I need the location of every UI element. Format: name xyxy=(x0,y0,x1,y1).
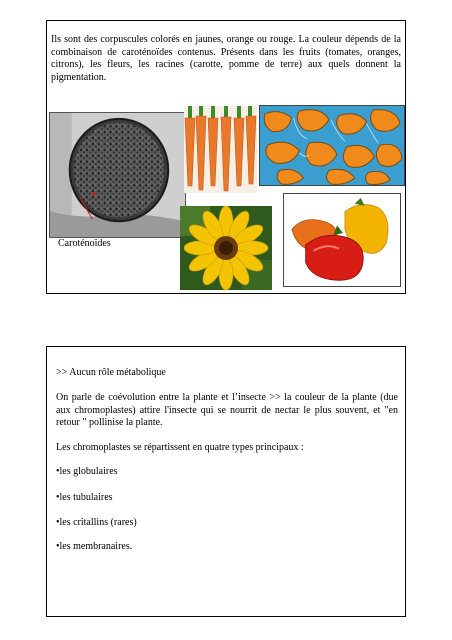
metabolic-role-line: >> Aucun rôle métabolique xyxy=(56,367,166,378)
carotenoids-caption: Caroténoïdes xyxy=(58,238,111,249)
type-list-item: •les critallins (rares) xyxy=(56,517,137,528)
carrots-image xyxy=(184,106,257,193)
slide-chromoplastes-role xyxy=(46,346,406,617)
bell-peppers-image xyxy=(283,193,401,287)
micrograph-image xyxy=(49,112,186,238)
tissue-micrograph-image xyxy=(259,105,405,186)
type-list-item: •les tubulaires xyxy=(56,492,113,503)
type-list-item: •les globulaires xyxy=(56,466,118,477)
sunflower-image xyxy=(180,206,272,290)
intro-paragraph: Ils sont des corpuscules colorés en jaunes, orange ou rouge. La couleur dépends de la combinaison de caroténoïdes contenus. Présents dans les fruits (tomates, oranges, citrons), les fleurs, les racines (carotte, pomme de terre) aux quels donnent la pigmentation. xyxy=(51,34,401,83)
types-intro-line: Les chromoplastes se répartissent en quatre types principaux : xyxy=(56,442,304,453)
slide-chromoplastes-intro xyxy=(46,20,406,294)
type-list-item: •les membranaires. xyxy=(56,541,133,552)
coevolution-paragraph: On parle de coévolution entre la plante et l’insecte >> la couleur de la plante (due aux chromoplastes) attire l'insecte qui se nourrit de nectar le plus souvent, et "en retour " pollinise la plante. xyxy=(56,392,398,429)
